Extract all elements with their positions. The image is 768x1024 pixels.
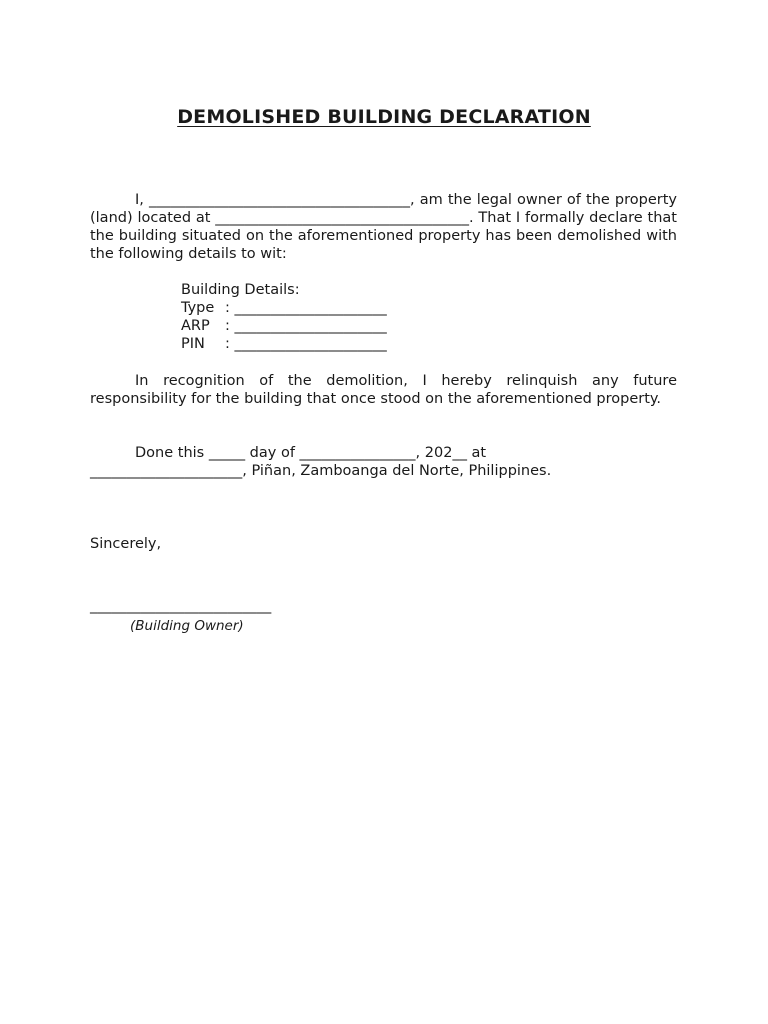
type-label: Type (181, 300, 215, 316)
pin-blank: : _____________________ (225, 336, 387, 352)
arp-label: ARP (181, 318, 210, 334)
pin-label: PIN (181, 336, 205, 352)
signature-caption: (Building Owner) (130, 618, 244, 634)
document-title: DEMOLISHED BUILDING DECLARATION (177, 106, 591, 128)
building-details (181, 281, 387, 353)
detail-row-arp (181, 317, 387, 335)
building-details-heading: Building Details: (181, 282, 300, 298)
done-line-2: _____________________, Piñan, Zamboanga del Norte, Philippines. (90, 463, 552, 479)
type-blank: : _____________________ (225, 300, 387, 316)
signature-line: _________________________ (90, 598, 272, 614)
detail-row-pin (181, 335, 387, 353)
relinquish-paragraph: In recognition of the demolition, I hereby relinquish any future responsibility for the building that once stood on the aforementioned property. (90, 373, 677, 407)
done-paragraph (90, 444, 677, 480)
detail-row-type (181, 299, 387, 317)
arp-blank: : _____________________ (225, 318, 387, 334)
done-line-1: Done this _____ day of ________________, 202__ at (135, 445, 487, 461)
ownership-paragraph: I, ____________________________________, am the legal owner of the property (land) located at ___________________________________. That I formally declare that the building situated on the aforementioned property has been demolished with the following details to wit: (90, 192, 677, 262)
closing-text: Sincerely, (90, 536, 162, 552)
